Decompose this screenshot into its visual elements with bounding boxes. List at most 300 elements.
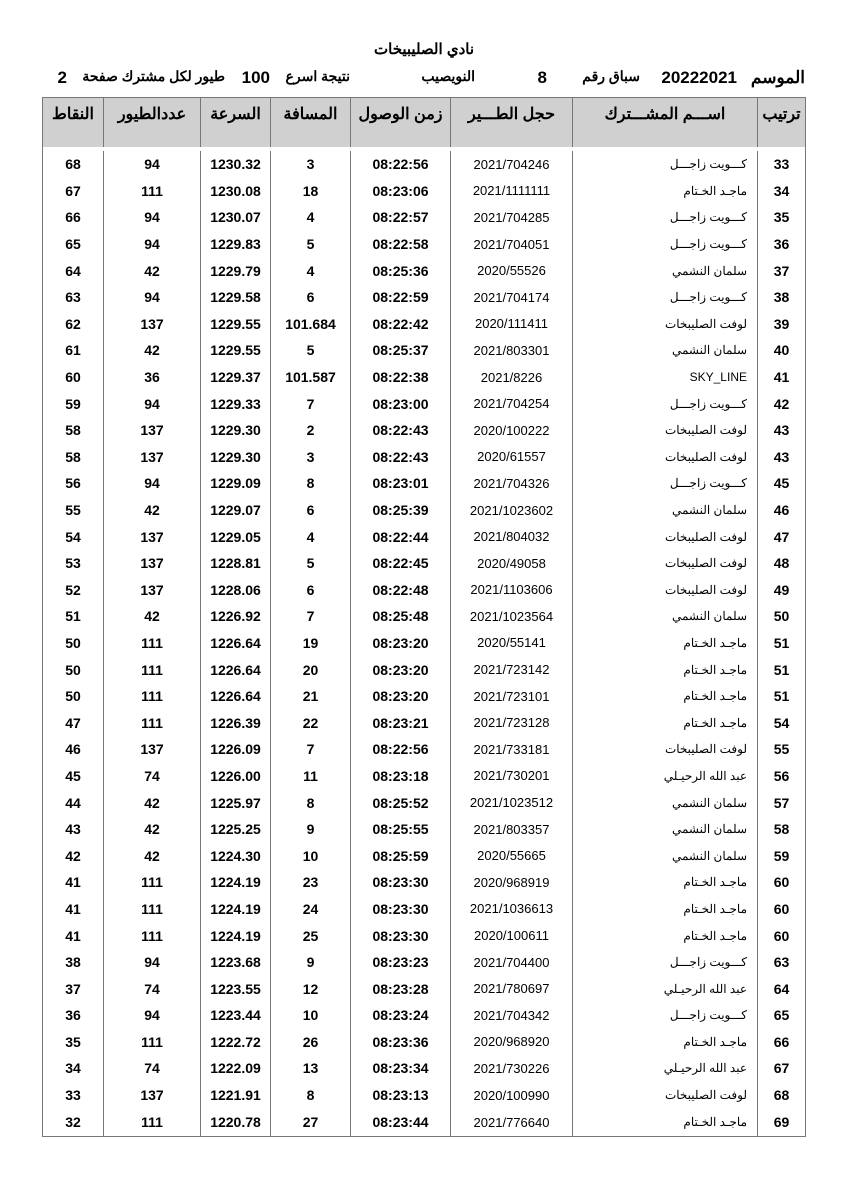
cell-points: 33 (43, 1082, 104, 1109)
cell-ring: 2020/61557 (451, 444, 573, 471)
cell-rank: 55 (758, 736, 806, 763)
cell-distance: 3 (271, 151, 351, 178)
table-row (43, 1082, 806, 1109)
cell-ring: 2021/803357 (451, 816, 573, 843)
table-row (43, 577, 806, 604)
cell-bird-count: 42 (104, 842, 201, 869)
cell-ring: 2021/723101 (451, 683, 573, 710)
cell-ring: 2021/804032 (451, 523, 573, 550)
table-row (43, 630, 806, 657)
cell-rank: 51 (758, 656, 806, 683)
cell-bird-count: 111 (104, 178, 201, 205)
cell-points: 41 (43, 896, 104, 923)
header-speed: السرعة (201, 98, 271, 148)
cell-bird-count: 94 (104, 231, 201, 258)
cell-ring: 2021/776640 (451, 1108, 573, 1137)
cell-arrival-time: 08:23:06 (351, 178, 451, 205)
cell-member-name: كـــويت زاجـــل (573, 1002, 758, 1029)
cell-distance: 13 (271, 1055, 351, 1082)
cell-rank: 35 (758, 204, 806, 231)
table-row (43, 869, 806, 896)
cell-ring: 2021/704254 (451, 390, 573, 417)
cell-speed: 1230.32 (201, 151, 271, 178)
cell-bird-count: 94 (104, 1002, 201, 1029)
table-row (43, 337, 806, 364)
cell-speed: 1229.33 (201, 390, 271, 417)
cell-ring: 2021/723128 (451, 709, 573, 736)
cell-speed: 1229.79 (201, 257, 271, 284)
cell-ring: 2021/1111111 (451, 178, 573, 205)
cell-arrival-time: 08:23:36 (351, 1029, 451, 1056)
table-row (43, 656, 806, 683)
header-arrival-time: زمن الوصول (351, 98, 451, 148)
cell-points: 41 (43, 869, 104, 896)
cell-speed: 1229.30 (201, 444, 271, 471)
table-row (43, 497, 806, 524)
cell-rank: 59 (758, 842, 806, 869)
cell-ring: 2021/730226 (451, 1055, 573, 1082)
race-info (42, 68, 805, 90)
cell-arrival-time: 08:22:42 (351, 311, 451, 338)
cell-ring: 2021/704400 (451, 949, 573, 976)
cell-distance: 21 (271, 683, 351, 710)
cell-member-name: لوفت الصليبخات (573, 736, 758, 763)
cell-ring: 2020/968920 (451, 1029, 573, 1056)
cell-distance: 7 (271, 390, 351, 417)
cell-arrival-time: 08:23:28 (351, 975, 451, 1002)
cell-member-name: لوفت الصليبخات (573, 444, 758, 471)
cell-distance: 10 (271, 842, 351, 869)
cell-member-name: كـــويت زاجـــل (573, 390, 758, 417)
cell-distance: 20 (271, 656, 351, 683)
cell-member-name: عبد الله الرحيـلي (573, 1055, 758, 1082)
cell-rank: 46 (758, 497, 806, 524)
cell-distance: 9 (271, 949, 351, 976)
cell-member-name: ماجـد الخـتام (573, 922, 758, 949)
cell-bird-count: 74 (104, 763, 201, 790)
cell-distance: 5 (271, 550, 351, 577)
cell-bird-count: 137 (104, 444, 201, 471)
table-row (43, 736, 806, 763)
cell-distance: 8 (271, 789, 351, 816)
cell-ring: 2021/803301 (451, 337, 573, 364)
cell-ring: 2021/1036613 (451, 896, 573, 923)
cell-arrival-time: 08:23:44 (351, 1108, 451, 1137)
header-points: النقاط (43, 98, 104, 148)
cell-points: 47 (43, 709, 104, 736)
per-member-label: طيور لكل مشترك صفحة (82, 68, 225, 84)
cell-rank: 67 (758, 1055, 806, 1082)
cell-rank: 60 (758, 922, 806, 949)
cell-rank: 39 (758, 311, 806, 338)
cell-points: 55 (43, 497, 104, 524)
cell-arrival-time: 08:23:30 (351, 922, 451, 949)
cell-distance: 6 (271, 284, 351, 311)
header-rank: ترتيب (758, 98, 806, 148)
season-value: 20222021 (661, 68, 737, 87)
cell-ring: 2021/704174 (451, 284, 573, 311)
cell-member-name: كـــويت زاجـــل (573, 151, 758, 178)
cell-arrival-time: 08:22:45 (351, 550, 451, 577)
cell-points: 38 (43, 949, 104, 976)
cell-arrival-time: 08:25:39 (351, 497, 451, 524)
cell-bird-count: 94 (104, 390, 201, 417)
club-title: نادي الصليبيخات (374, 41, 474, 58)
table-row (43, 842, 806, 869)
cell-arrival-time: 08:23:24 (351, 1002, 451, 1029)
table-row (43, 683, 806, 710)
cell-ring: 2021/1023512 (451, 789, 573, 816)
cell-points: 62 (43, 311, 104, 338)
cell-arrival-time: 08:22:59 (351, 284, 451, 311)
cell-arrival-time: 08:25:36 (351, 257, 451, 284)
cell-bird-count: 111 (104, 683, 201, 710)
cell-distance: 3 (271, 444, 351, 471)
cell-member-name: ماجـد الخـتام (573, 1108, 758, 1137)
cell-points: 53 (43, 550, 104, 577)
cell-bird-count: 111 (104, 709, 201, 736)
cell-points: 67 (43, 178, 104, 205)
cell-arrival-time: 08:22:57 (351, 204, 451, 231)
cell-speed: 1229.55 (201, 337, 271, 364)
cell-arrival-time: 08:22:43 (351, 417, 451, 444)
cell-rank: 49 (758, 577, 806, 604)
cell-ring: 2021/8226 (451, 364, 573, 391)
cell-bird-count: 94 (104, 470, 201, 497)
cell-bird-count: 42 (104, 789, 201, 816)
cell-ring: 2020/111411 (451, 311, 573, 338)
table-row (43, 1002, 806, 1029)
cell-speed: 1224.30 (201, 842, 271, 869)
table-row (43, 390, 806, 417)
cell-points: 68 (43, 151, 104, 178)
cell-distance: 23 (271, 869, 351, 896)
cell-points: 64 (43, 257, 104, 284)
cell-member-name: كـــويت زاجـــل (573, 284, 758, 311)
cell-speed: 1222.09 (201, 1055, 271, 1082)
cell-member-name: سلمان النشمي (573, 603, 758, 630)
cell-arrival-time: 08:23:18 (351, 763, 451, 790)
table-row (43, 204, 806, 231)
cell-speed: 1226.64 (201, 630, 271, 657)
cell-member-name: ماجـد الخـتام (573, 656, 758, 683)
cell-arrival-time: 08:22:44 (351, 523, 451, 550)
cell-bird-count: 111 (104, 630, 201, 657)
cell-ring: 2020/55665 (451, 842, 573, 869)
header-distance: المسافة (271, 98, 351, 148)
cell-member-name: كـــويت زاجـــل (573, 231, 758, 258)
results-table (42, 97, 806, 1137)
cell-bird-count: 42 (104, 497, 201, 524)
cell-points: 42 (43, 842, 104, 869)
cell-rank: 34 (758, 178, 806, 205)
cell-member-name: سلمان النشمي (573, 842, 758, 869)
cell-distance: 26 (271, 1029, 351, 1056)
cell-distance: 24 (271, 896, 351, 923)
cell-rank: 54 (758, 709, 806, 736)
table-row (43, 470, 806, 497)
cell-rank: 66 (758, 1029, 806, 1056)
cell-speed: 1225.97 (201, 789, 271, 816)
cell-arrival-time: 08:23:13 (351, 1082, 451, 1109)
cell-rank: 57 (758, 789, 806, 816)
cell-ring: 2021/704285 (451, 204, 573, 231)
cell-points: 37 (43, 975, 104, 1002)
cell-ring: 2020/100990 (451, 1082, 573, 1109)
cell-speed: 1229.05 (201, 523, 271, 550)
cell-points: 44 (43, 789, 104, 816)
cell-distance: 9 (271, 816, 351, 843)
cell-rank: 45 (758, 470, 806, 497)
cell-distance: 4 (271, 257, 351, 284)
cell-points: 36 (43, 1002, 104, 1029)
cell-bird-count: 111 (104, 1108, 201, 1137)
cell-points: 65 (43, 231, 104, 258)
cell-bird-count: 137 (104, 577, 201, 604)
result-label: نتيجة اسرع (285, 68, 350, 84)
cell-rank: 56 (758, 763, 806, 790)
cell-member-name: لوفت الصليبخات (573, 1082, 758, 1109)
cell-rank: 50 (758, 603, 806, 630)
table-row (43, 789, 806, 816)
cell-points: 56 (43, 470, 104, 497)
cell-bird-count: 111 (104, 656, 201, 683)
cell-bird-count: 74 (104, 1055, 201, 1082)
cell-member-name: ماجـد الخـتام (573, 869, 758, 896)
table-row (43, 364, 806, 391)
cell-rank: 33 (758, 151, 806, 178)
cell-bird-count: 94 (104, 949, 201, 976)
cell-speed: 1229.55 (201, 311, 271, 338)
cell-bird-count: 137 (104, 736, 201, 763)
cell-member-name: SKY_LINE (573, 364, 758, 391)
cell-rank: 51 (758, 630, 806, 657)
cell-distance: 4 (271, 523, 351, 550)
cell-member-name: سلمان النشمي (573, 337, 758, 364)
cell-points: 59 (43, 390, 104, 417)
cell-arrival-time: 08:23:34 (351, 1055, 451, 1082)
cell-ring: 2021/704342 (451, 1002, 573, 1029)
cell-bird-count: 137 (104, 523, 201, 550)
cell-ring: 2021/704246 (451, 151, 573, 178)
cell-speed: 1225.25 (201, 816, 271, 843)
cell-member-name: لوفت الصليبخات (573, 417, 758, 444)
table-row (43, 816, 806, 843)
cell-distance: 4 (271, 204, 351, 231)
cell-member-name: كـــويت زاجـــل (573, 949, 758, 976)
table-row (43, 603, 806, 630)
cell-points: 58 (43, 444, 104, 471)
cell-ring: 2021/723142 (451, 656, 573, 683)
cell-ring: 2021/704051 (451, 231, 573, 258)
cell-rank: 47 (758, 523, 806, 550)
cell-points: 32 (43, 1108, 104, 1137)
cell-rank: 43 (758, 417, 806, 444)
cell-ring: 2020/100611 (451, 922, 573, 949)
cell-points: 63 (43, 284, 104, 311)
cell-speed: 1221.91 (201, 1082, 271, 1109)
cell-arrival-time: 08:23:20 (351, 656, 451, 683)
cell-distance: 27 (271, 1108, 351, 1137)
cell-member-name: لوفت الصليبخات (573, 577, 758, 604)
table-row (43, 1029, 806, 1056)
cell-rank: 42 (758, 390, 806, 417)
cell-distance: 101.587 (271, 364, 351, 391)
table-row (43, 231, 806, 258)
cell-ring: 2020/55141 (451, 630, 573, 657)
cell-speed: 1229.09 (201, 470, 271, 497)
cell-member-name: كـــويت زاجـــل (573, 204, 758, 231)
cell-arrival-time: 08:23:01 (351, 470, 451, 497)
cell-distance: 101.684 (271, 311, 351, 338)
cell-rank: 58 (758, 816, 806, 843)
cell-rank: 51 (758, 683, 806, 710)
cell-distance: 8 (271, 470, 351, 497)
cell-ring: 2021/733181 (451, 736, 573, 763)
cell-member-name: لوفت الصليبخات (573, 550, 758, 577)
cell-distance: 19 (271, 630, 351, 657)
table-row (43, 763, 806, 790)
cell-ring: 2020/49058 (451, 550, 573, 577)
cell-points: 52 (43, 577, 104, 604)
cell-rank: 36 (758, 231, 806, 258)
cell-bird-count: 111 (104, 896, 201, 923)
cell-points: 46 (43, 736, 104, 763)
cell-arrival-time: 08:23:20 (351, 630, 451, 657)
cell-speed: 1229.07 (201, 497, 271, 524)
cell-arrival-time: 08:22:56 (351, 151, 451, 178)
cell-distance: 18 (271, 178, 351, 205)
cell-arrival-time: 08:22:38 (351, 364, 451, 391)
cell-arrival-time: 08:25:52 (351, 789, 451, 816)
cell-bird-count: 137 (104, 550, 201, 577)
cell-points: 41 (43, 922, 104, 949)
table-row (43, 550, 806, 577)
cell-arrival-time: 08:25:48 (351, 603, 451, 630)
cell-arrival-time: 08:22:48 (351, 577, 451, 604)
race-number: 8 (537, 68, 547, 87)
cell-rank: 43 (758, 444, 806, 471)
table-row (43, 257, 806, 284)
cell-ring: 2021/780697 (451, 975, 573, 1002)
cell-arrival-time: 08:25:59 (351, 842, 451, 869)
race-label: سباق رقم (582, 68, 640, 84)
cell-distance: 10 (271, 1002, 351, 1029)
cell-points: 50 (43, 683, 104, 710)
cell-points: 45 (43, 763, 104, 790)
cell-points: 50 (43, 656, 104, 683)
cell-bird-count: 94 (104, 284, 201, 311)
cell-speed: 1229.83 (201, 231, 271, 258)
cell-ring: 2020/55526 (451, 257, 573, 284)
cell-arrival-time: 08:22:43 (351, 444, 451, 471)
cell-bird-count: 74 (104, 975, 201, 1002)
table-row (43, 151, 806, 178)
cell-member-name: عبد الله الرحيـلي (573, 975, 758, 1002)
cell-speed: 1228.06 (201, 577, 271, 604)
cell-member-name: ماجـد الخـتام (573, 178, 758, 205)
cell-points: 51 (43, 603, 104, 630)
cell-member-name: سلمان النشمي (573, 789, 758, 816)
cell-bird-count: 42 (104, 257, 201, 284)
cell-rank: 63 (758, 949, 806, 976)
result-count: 100 (241, 68, 270, 87)
table-row (43, 1108, 806, 1137)
results-body (43, 151, 806, 1137)
cell-arrival-time: 08:23:20 (351, 683, 451, 710)
table-row (43, 709, 806, 736)
cell-ring: 2021/1103606 (451, 577, 573, 604)
cell-bird-count: 42 (104, 337, 201, 364)
cell-points: 60 (43, 364, 104, 391)
cell-points: 35 (43, 1029, 104, 1056)
cell-speed: 1226.09 (201, 736, 271, 763)
cell-speed: 1230.08 (201, 178, 271, 205)
table-row (43, 178, 806, 205)
cell-points: 43 (43, 816, 104, 843)
cell-speed: 1222.72 (201, 1029, 271, 1056)
cell-ring: 2021/1023564 (451, 603, 573, 630)
cell-ring: 2021/704326 (451, 470, 573, 497)
cell-speed: 1224.19 (201, 922, 271, 949)
cell-ring: 2020/968919 (451, 869, 573, 896)
cell-speed: 1226.64 (201, 656, 271, 683)
cell-speed: 1226.92 (201, 603, 271, 630)
cell-member-name: ماجـد الخـتام (573, 630, 758, 657)
cell-distance: 2 (271, 417, 351, 444)
cell-speed: 1226.00 (201, 763, 271, 790)
cell-distance: 22 (271, 709, 351, 736)
cell-speed: 1229.37 (201, 364, 271, 391)
cell-ring: 2021/730201 (451, 763, 573, 790)
cell-rank: 60 (758, 896, 806, 923)
table-row (43, 523, 806, 550)
table-row (43, 311, 806, 338)
cell-speed: 1224.19 (201, 869, 271, 896)
cell-speed: 1223.44 (201, 1002, 271, 1029)
cell-member-name: لوفت الصليبخات (573, 311, 758, 338)
table-row (43, 975, 806, 1002)
cell-member-name: ماجـد الخـتام (573, 1029, 758, 1056)
cell-points: 54 (43, 523, 104, 550)
cell-ring: 2020/100222 (451, 417, 573, 444)
cell-rank: 41 (758, 364, 806, 391)
cell-speed: 1229.30 (201, 417, 271, 444)
cell-distance: 6 (271, 497, 351, 524)
cell-bird-count: 94 (104, 151, 201, 178)
cell-arrival-time: 08:23:30 (351, 869, 451, 896)
cell-arrival-time: 08:22:56 (351, 736, 451, 763)
cell-rank: 69 (758, 1108, 806, 1137)
cell-member-name: سلمان النشمي (573, 257, 758, 284)
cell-arrival-time: 08:22:58 (351, 231, 451, 258)
table-row (43, 417, 806, 444)
cell-bird-count: 111 (104, 922, 201, 949)
cell-points: 66 (43, 204, 104, 231)
table-row (43, 444, 806, 471)
cell-rank: 40 (758, 337, 806, 364)
cell-speed: 1223.68 (201, 949, 271, 976)
cell-rank: 48 (758, 550, 806, 577)
cell-rank: 68 (758, 1082, 806, 1109)
cell-bird-count: 36 (104, 364, 201, 391)
cell-arrival-time: 08:25:37 (351, 337, 451, 364)
cell-distance: 12 (271, 975, 351, 1002)
cell-bird-count: 137 (104, 417, 201, 444)
header-bird-count: عددالطيور (104, 98, 201, 148)
cell-speed: 1223.55 (201, 975, 271, 1002)
cell-member-name: سلمان النشمي (573, 497, 758, 524)
